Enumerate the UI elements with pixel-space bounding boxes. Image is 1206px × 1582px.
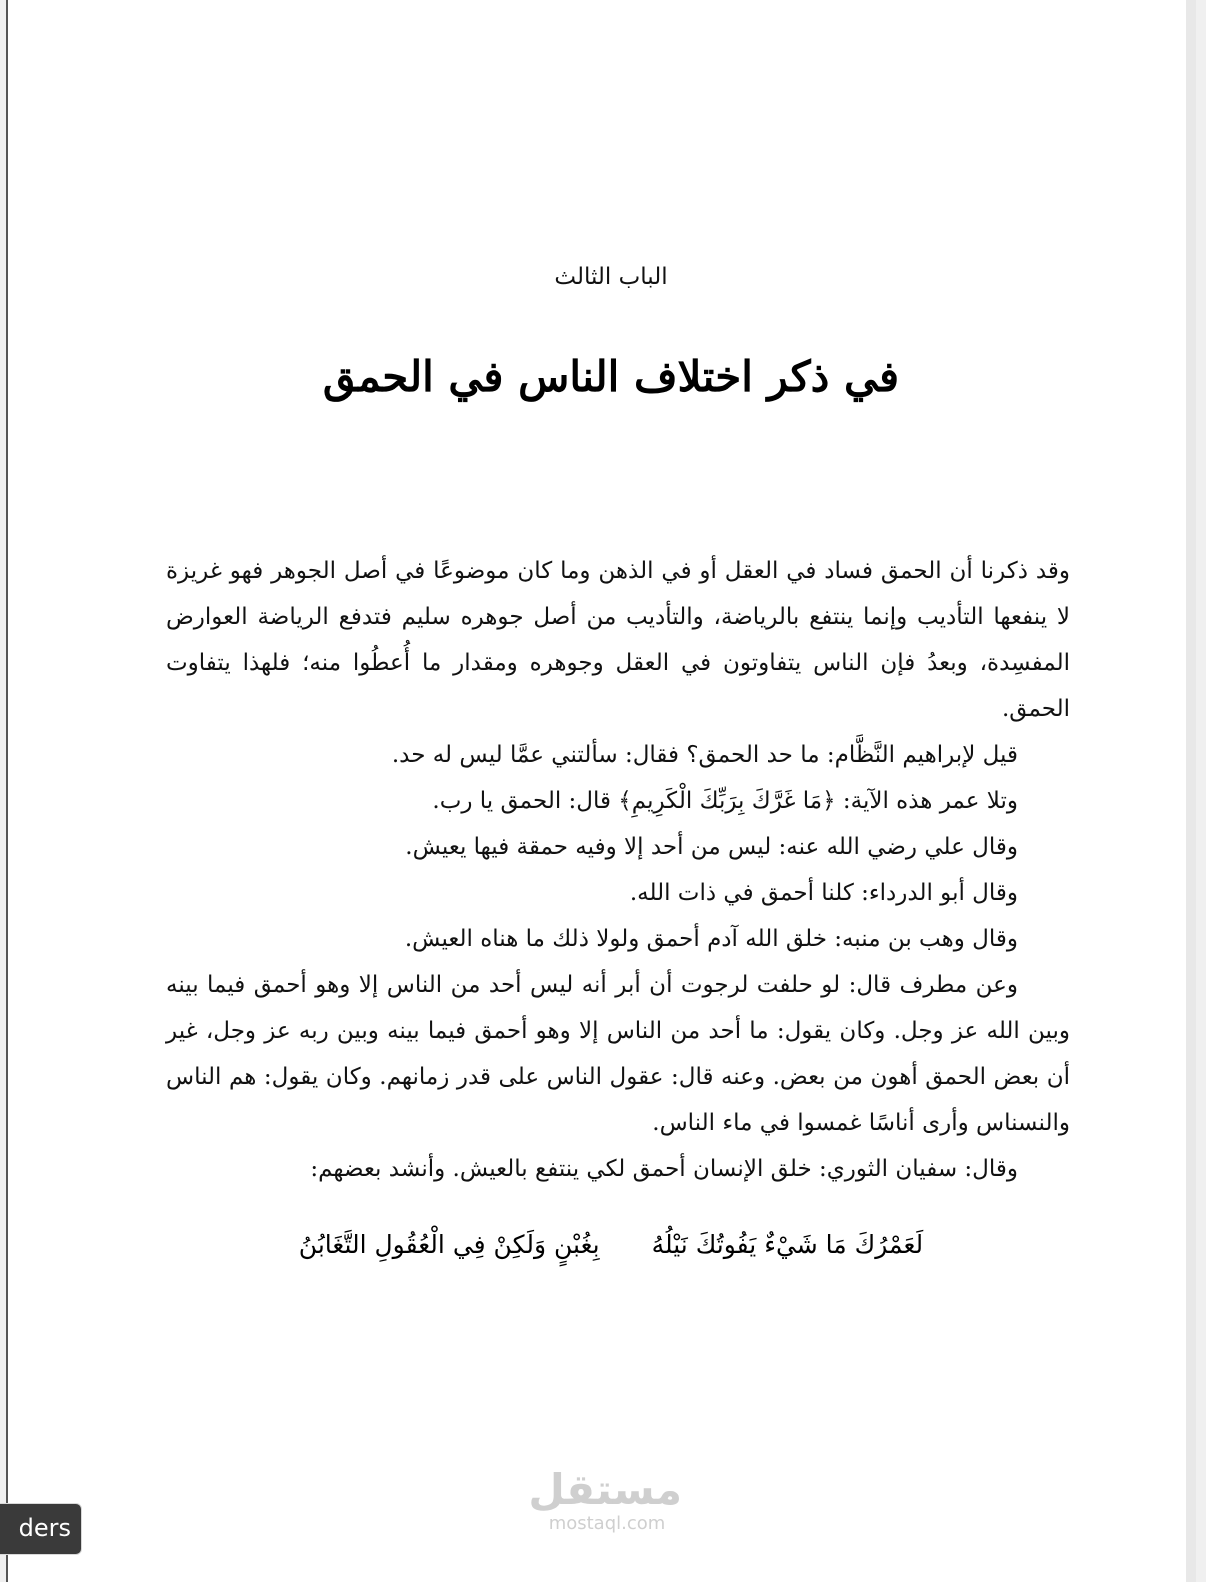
paragraph-7: وعن مطرف قال: لو حلفت لرجوت أن أبر أنه ليس أحد من الناس إلا وهو أحمق فيما بينه وبين الله عز وجل. وكان يقول: ما أحد من الناس إلا وهو أحمق فيما بينه وبين ربه عز وجل، غير أن بعض الحمق أهون من بعض. وعنه قال: عقول الناس على قدر زمانهم. وكان يقول: هم الناس والنسناس وأرى أناسًا غمسوا في ماء الناس. [166, 972, 1070, 1136]
paragraph-6: وقال وهب بن منبه: خلق الله آدم أحمق ولولا ذلك ما هناه العيش. [404, 926, 1018, 952]
verse-first-hemistich: لَعَمْرُكَ مَا شَيْءٌ يَفُوتُكَ نَيْلُهُ [651, 1230, 924, 1259]
paragraph-1: وقد ذكرنا أن الحمق فساد في العقل أو في الذهن وما كان موضوعًا في أصل الجوهر فهو غريزة لا ينفعها التأديب وإنما ينتفع بالرياضة، والتأديب من أصل جوهره سليم فتدفع الرياضة العوارض المفسِدة، وبعدُ فإن الناس يتفاوتون في العقل وجوهره ومقدار ما أُعطُوا منه؛ فلهذا يتفاوت الحمق. [166, 558, 1070, 722]
paragraph-5: وقال أبو الدرداء: كلنا أحمق في ذات الله. [629, 880, 1018, 906]
verse-second-hemistich: بِغُبْنٍ وَلَكِنْ فِي الْعُقُولِ التَّغَابُنُ [298, 1230, 600, 1259]
paragraph-2: قيل لإبراهيم النَّظَّام: ما حد الحمق؟ فقال: سألتني عمَّا ليس له حد. [391, 742, 1018, 768]
watermark-arabic: مستقل [528, 1465, 682, 1514]
body-text [166, 548, 1070, 1192]
paragraph-3: وتلا عمر هذه الآية: ﴿مَا غَرَّكَ بِرَبِّكَ الْكَرِيمِ﴾ قال: الحمق يا رب. [432, 788, 1018, 814]
watermark-latin: mostaql.com [548, 1513, 666, 1534]
poetry-verse [8, 1230, 1206, 1259]
paragraph-4: وقال علي رضي الله عنه: ليس من أحد إلا وفيه حمقة فيها يعيش. [405, 834, 1018, 860]
paragraph-8: وقال: سفيان الثوري: خلق الإنسان أحمق لكي ينتفع بالعيش. وأنشد بعضهم: [310, 1156, 1018, 1182]
overlay-tooltip-button[interactable]: ders [0, 1503, 82, 1555]
chapter-title: في ذكر اختلاف الناس في الحمق [322, 352, 900, 401]
mostaql-watermark [528, 1465, 682, 1534]
document-page [6, 0, 1196, 1582]
chapter-label: الباب الثالث [554, 264, 668, 290]
page-right-edge [1186, 0, 1196, 1582]
